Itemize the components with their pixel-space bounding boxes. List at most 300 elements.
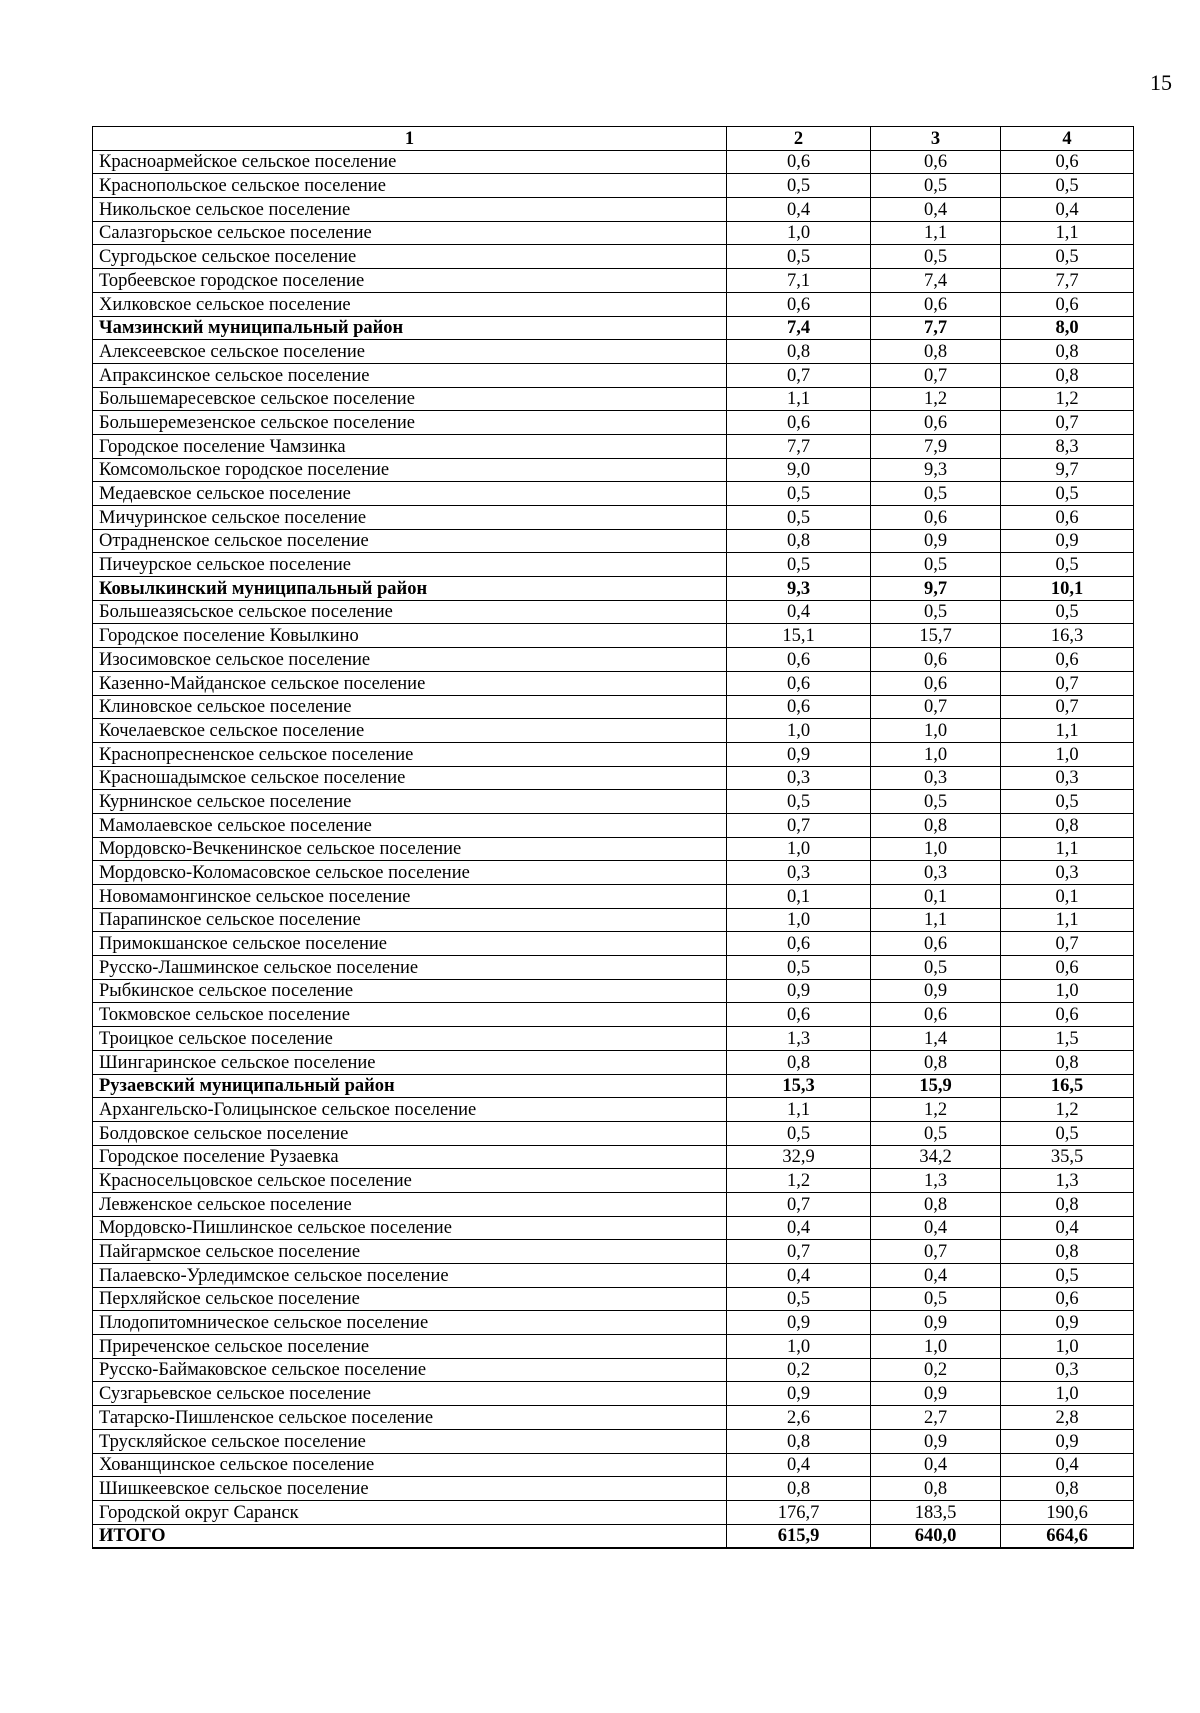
value-cell-col-4: 0,6 bbox=[1001, 956, 1134, 980]
column-header: 3 bbox=[871, 127, 1001, 151]
value-cell-col-3: 0,9 bbox=[871, 1429, 1001, 1453]
district-row bbox=[93, 316, 1134, 340]
value-cell-col-4: 8,0 bbox=[1001, 316, 1134, 340]
row-name-cell: Палаевско-Урледимское сельское поселение bbox=[93, 1264, 727, 1288]
table-row bbox=[93, 695, 1134, 719]
row-name-cell: Новомамонгинское сельское поселение bbox=[93, 885, 727, 909]
row-name-cell: Болдовское сельское поселение bbox=[93, 1121, 727, 1145]
value-cell-col-2: 0,6 bbox=[727, 648, 871, 672]
value-cell-col-2: 0,9 bbox=[727, 1382, 871, 1406]
row-name-cell: Красносельцовское сельское поселение bbox=[93, 1169, 727, 1193]
total-row bbox=[93, 1524, 1134, 1548]
row-name-cell: Краснопольское сельское поселение bbox=[93, 174, 727, 198]
row-name-cell: Шишкеевское сельское поселение bbox=[93, 1477, 727, 1501]
value-cell-col-4: 0,1 bbox=[1001, 885, 1134, 909]
table-row bbox=[93, 529, 1134, 553]
value-cell-col-3: 0,4 bbox=[871, 1216, 1001, 1240]
value-cell-col-3: 0,8 bbox=[871, 813, 1001, 837]
value-cell-col-2: 0,9 bbox=[727, 742, 871, 766]
value-cell-col-2: 1,0 bbox=[727, 837, 871, 861]
table-row bbox=[93, 1027, 1134, 1051]
row-name-cell: Левженское сельское поселение bbox=[93, 1192, 727, 1216]
value-cell-col-2: 0,8 bbox=[727, 1429, 871, 1453]
table-row bbox=[93, 1121, 1134, 1145]
table-row bbox=[93, 1335, 1134, 1359]
value-cell-col-2: 0,6 bbox=[727, 671, 871, 695]
district-row bbox=[93, 577, 1134, 601]
value-cell-col-4: 1,1 bbox=[1001, 221, 1134, 245]
value-cell-col-3: 0,9 bbox=[871, 1311, 1001, 1335]
row-name-cell: Городской округ Саранск bbox=[93, 1500, 727, 1524]
value-cell-col-3: 1,0 bbox=[871, 837, 1001, 861]
row-name-cell: Краснопресненское сельское поселение bbox=[93, 742, 727, 766]
value-cell-col-3: 0,8 bbox=[871, 1192, 1001, 1216]
value-cell-col-2: 0,6 bbox=[727, 150, 871, 174]
value-cell-col-2: 0,4 bbox=[727, 1216, 871, 1240]
value-cell-col-2: 0,6 bbox=[727, 411, 871, 435]
value-cell-col-3: 0,6 bbox=[871, 411, 1001, 435]
value-cell-col-2: 615,9 bbox=[727, 1524, 871, 1548]
value-cell-col-2: 9,0 bbox=[727, 458, 871, 482]
row-name-cell: Трускляйское сельское поселение bbox=[93, 1429, 727, 1453]
row-name-cell: Мордовско-Пишлинское сельское поселение bbox=[93, 1216, 727, 1240]
header-row bbox=[93, 127, 1134, 151]
value-cell-col-2: 176,7 bbox=[727, 1500, 871, 1524]
table-row bbox=[93, 1169, 1134, 1193]
value-cell-col-3: 0,4 bbox=[871, 198, 1001, 222]
value-cell-col-4: 0,3 bbox=[1001, 1358, 1134, 1382]
table-row bbox=[93, 1453, 1134, 1477]
value-cell-col-3: 1,2 bbox=[871, 387, 1001, 411]
value-cell-col-3: 7,9 bbox=[871, 434, 1001, 458]
row-name-cell: Торбеевское городское поселение bbox=[93, 269, 727, 293]
table-row bbox=[93, 719, 1134, 743]
table-row bbox=[93, 1311, 1134, 1335]
value-cell-col-4: 1,2 bbox=[1001, 1098, 1134, 1122]
value-cell-col-3: 9,3 bbox=[871, 458, 1001, 482]
value-cell-col-4: 0,7 bbox=[1001, 671, 1134, 695]
table-row bbox=[93, 1145, 1134, 1169]
value-cell-col-2: 32,9 bbox=[727, 1145, 871, 1169]
value-cell-col-4: 0,5 bbox=[1001, 790, 1134, 814]
row-name-cell: Шингаринское сельское поселение bbox=[93, 1050, 727, 1074]
table-row bbox=[93, 979, 1134, 1003]
row-name-cell: Изосимовское сельское поселение bbox=[93, 648, 727, 672]
value-cell-col-2: 0,4 bbox=[727, 1453, 871, 1477]
value-cell-col-3: 0,5 bbox=[871, 790, 1001, 814]
table-row bbox=[93, 434, 1134, 458]
row-name-cell: Троицкое сельское поселение bbox=[93, 1027, 727, 1051]
table-row bbox=[93, 671, 1134, 695]
value-cell-col-2: 9,3 bbox=[727, 577, 871, 601]
value-cell-col-2: 1,1 bbox=[727, 1098, 871, 1122]
value-cell-col-4: 0,8 bbox=[1001, 1050, 1134, 1074]
row-name-cell: Плодопитомническое сельское поселение bbox=[93, 1311, 727, 1335]
table-row bbox=[93, 1216, 1134, 1240]
value-cell-col-3: 15,7 bbox=[871, 624, 1001, 648]
table-row bbox=[93, 1477, 1134, 1501]
value-cell-col-4: 0,8 bbox=[1001, 1240, 1134, 1264]
row-name-cell: Городское поселение Рузаевка bbox=[93, 1145, 727, 1169]
value-cell-col-3: 0,8 bbox=[871, 340, 1001, 364]
table-row bbox=[93, 1382, 1134, 1406]
table-row bbox=[93, 1287, 1134, 1311]
row-name-cell: Мичуринское сельское поселение bbox=[93, 506, 727, 530]
value-cell-col-2: 7,4 bbox=[727, 316, 871, 340]
value-cell-col-3: 7,7 bbox=[871, 316, 1001, 340]
table-row bbox=[93, 1500, 1134, 1524]
value-cell-col-2: 0,8 bbox=[727, 529, 871, 553]
value-cell-col-4: 0,5 bbox=[1001, 1264, 1134, 1288]
row-name-cell: Рузаевский муниципальный район bbox=[93, 1074, 727, 1098]
value-cell-col-3: 0,4 bbox=[871, 1264, 1001, 1288]
value-cell-col-3: 1,0 bbox=[871, 719, 1001, 743]
row-name-cell: Красношадымское сельское поселение bbox=[93, 766, 727, 790]
row-name-cell: Русско-Баймаковское сельское поселение bbox=[93, 1358, 727, 1382]
table-row bbox=[93, 340, 1134, 364]
value-cell-col-3: 0,6 bbox=[871, 671, 1001, 695]
value-cell-col-4: 1,5 bbox=[1001, 1027, 1134, 1051]
row-name-cell: Городское поселение Ковылкино bbox=[93, 624, 727, 648]
value-cell-col-3: 0,1 bbox=[871, 885, 1001, 909]
value-cell-col-2: 1,2 bbox=[727, 1169, 871, 1193]
row-name-cell: Чамзинский муниципальный район bbox=[93, 316, 727, 340]
value-cell-col-4: 2,8 bbox=[1001, 1406, 1134, 1430]
value-cell-col-4: 0,9 bbox=[1001, 1311, 1134, 1335]
value-cell-col-4: 0,8 bbox=[1001, 1192, 1134, 1216]
value-cell-col-2: 15,3 bbox=[727, 1074, 871, 1098]
row-name-cell: Рыбкинское сельское поселение bbox=[93, 979, 727, 1003]
value-cell-col-3: 15,9 bbox=[871, 1074, 1001, 1098]
value-cell-col-2: 0,3 bbox=[727, 861, 871, 885]
value-cell-col-3: 0,9 bbox=[871, 1382, 1001, 1406]
row-name-cell: Архангельско-Голицынское сельское поселение bbox=[93, 1098, 727, 1122]
table-row bbox=[93, 221, 1134, 245]
value-cell-col-3: 1,3 bbox=[871, 1169, 1001, 1193]
value-cell-col-3: 0,7 bbox=[871, 363, 1001, 387]
value-cell-col-4: 1,0 bbox=[1001, 1335, 1134, 1359]
value-cell-col-2: 1,0 bbox=[727, 719, 871, 743]
row-name-cell: Большеремезенское сельское поселение bbox=[93, 411, 727, 435]
table-row bbox=[93, 553, 1134, 577]
value-cell-col-2: 0,4 bbox=[727, 1264, 871, 1288]
value-cell-col-2: 0,5 bbox=[727, 1287, 871, 1311]
table-row bbox=[93, 766, 1134, 790]
row-name-cell: Большеазясьское сельское поселение bbox=[93, 600, 727, 624]
value-cell-col-2: 1,3 bbox=[727, 1027, 871, 1051]
value-cell-col-4: 0,8 bbox=[1001, 340, 1134, 364]
value-cell-col-3: 1,1 bbox=[871, 221, 1001, 245]
value-cell-col-3: 0,6 bbox=[871, 1003, 1001, 1027]
table-row bbox=[93, 269, 1134, 293]
value-cell-col-3: 640,0 bbox=[871, 1524, 1001, 1548]
value-cell-col-4: 664,6 bbox=[1001, 1524, 1134, 1548]
value-cell-col-2: 0,2 bbox=[727, 1358, 871, 1382]
table-row bbox=[93, 411, 1134, 435]
row-name-cell: Перхляйское сельское поселение bbox=[93, 1287, 727, 1311]
row-name-cell: Салазгорьское сельское поселение bbox=[93, 221, 727, 245]
value-cell-col-2: 1,0 bbox=[727, 221, 871, 245]
row-name-cell: Татарско-Пишленское сельское поселение bbox=[93, 1406, 727, 1430]
table-body bbox=[93, 127, 1134, 1549]
value-cell-col-4: 0,7 bbox=[1001, 932, 1134, 956]
value-cell-col-4: 1,1 bbox=[1001, 837, 1134, 861]
value-cell-col-3: 2,7 bbox=[871, 1406, 1001, 1430]
table-row bbox=[93, 292, 1134, 316]
value-cell-col-2: 0,5 bbox=[727, 553, 871, 577]
value-cell-col-2: 7,1 bbox=[727, 269, 871, 293]
row-name-cell: Сузгарьевское сельское поселение bbox=[93, 1382, 727, 1406]
table-row bbox=[93, 600, 1134, 624]
value-cell-col-2: 0,6 bbox=[727, 695, 871, 719]
table-row bbox=[93, 1240, 1134, 1264]
table-row bbox=[93, 1050, 1134, 1074]
value-cell-col-4: 0,5 bbox=[1001, 482, 1134, 506]
value-cell-col-2: 0,8 bbox=[727, 340, 871, 364]
value-cell-col-2: 0,8 bbox=[727, 1050, 871, 1074]
value-cell-col-4: 1,0 bbox=[1001, 1382, 1134, 1406]
value-cell-col-2: 0,5 bbox=[727, 245, 871, 269]
value-cell-col-3: 0,5 bbox=[871, 1121, 1001, 1145]
row-name-cell: Мамолаевское сельское поселение bbox=[93, 813, 727, 837]
table-row bbox=[93, 1429, 1134, 1453]
value-cell-col-3: 1,0 bbox=[871, 1335, 1001, 1359]
row-name-cell: Токмовское сельское поселение bbox=[93, 1003, 727, 1027]
value-cell-col-3: 0,8 bbox=[871, 1050, 1001, 1074]
value-cell-col-2: 0,3 bbox=[727, 766, 871, 790]
value-cell-col-2: 0,9 bbox=[727, 979, 871, 1003]
value-cell-col-2: 0,6 bbox=[727, 292, 871, 316]
value-cell-col-4: 1,3 bbox=[1001, 1169, 1134, 1193]
value-cell-col-2: 1,0 bbox=[727, 1335, 871, 1359]
table-row bbox=[93, 742, 1134, 766]
value-cell-col-3: 1,0 bbox=[871, 742, 1001, 766]
value-cell-col-3: 0,5 bbox=[871, 482, 1001, 506]
value-cell-col-4: 1,2 bbox=[1001, 387, 1134, 411]
value-cell-col-4: 8,3 bbox=[1001, 434, 1134, 458]
value-cell-col-4: 1,1 bbox=[1001, 908, 1134, 932]
value-cell-col-2: 1,0 bbox=[727, 908, 871, 932]
value-cell-col-4: 0,5 bbox=[1001, 174, 1134, 198]
value-cell-col-4: 7,7 bbox=[1001, 269, 1134, 293]
value-cell-col-2: 15,1 bbox=[727, 624, 871, 648]
row-name-cell: Примокшанское сельское поселение bbox=[93, 932, 727, 956]
table-row bbox=[93, 482, 1134, 506]
table-row bbox=[93, 932, 1134, 956]
value-cell-col-4: 1,1 bbox=[1001, 719, 1134, 743]
value-cell-col-4: 0,6 bbox=[1001, 1287, 1134, 1311]
value-cell-col-4: 0,3 bbox=[1001, 861, 1134, 885]
table-row bbox=[93, 790, 1134, 814]
value-cell-col-3: 0,8 bbox=[871, 1477, 1001, 1501]
table-row bbox=[93, 245, 1134, 269]
row-name-cell: Никольское сельское поселение bbox=[93, 198, 727, 222]
value-cell-col-4: 0,9 bbox=[1001, 1429, 1134, 1453]
row-name-cell: Комсомольское городское поселение bbox=[93, 458, 727, 482]
table-row bbox=[93, 150, 1134, 174]
row-name-cell: Пайгармское сельское поселение bbox=[93, 1240, 727, 1264]
value-cell-col-2: 2,6 bbox=[727, 1406, 871, 1430]
value-cell-col-3: 0,6 bbox=[871, 932, 1001, 956]
table-row bbox=[93, 861, 1134, 885]
table-row bbox=[93, 387, 1134, 411]
value-cell-col-3: 1,1 bbox=[871, 908, 1001, 932]
value-cell-col-4: 0,7 bbox=[1001, 695, 1134, 719]
value-cell-col-3: 0,3 bbox=[871, 766, 1001, 790]
value-cell-col-4: 0,3 bbox=[1001, 766, 1134, 790]
data-table bbox=[92, 126, 1134, 1549]
value-cell-col-4: 16,3 bbox=[1001, 624, 1134, 648]
value-cell-col-3: 1,4 bbox=[871, 1027, 1001, 1051]
value-cell-col-3: 0,5 bbox=[871, 245, 1001, 269]
district-row bbox=[93, 1074, 1134, 1098]
table-row bbox=[93, 198, 1134, 222]
value-cell-col-3: 0,5 bbox=[871, 600, 1001, 624]
value-cell-col-2: 0,6 bbox=[727, 932, 871, 956]
value-cell-col-3: 0,6 bbox=[871, 292, 1001, 316]
value-cell-col-2: 0,6 bbox=[727, 1003, 871, 1027]
value-cell-col-4: 0,8 bbox=[1001, 1477, 1134, 1501]
table-row bbox=[93, 1358, 1134, 1382]
value-cell-col-4: 1,0 bbox=[1001, 742, 1134, 766]
table-row bbox=[93, 1264, 1134, 1288]
value-cell-col-2: 0,4 bbox=[727, 600, 871, 624]
table-row bbox=[93, 885, 1134, 909]
value-cell-col-4: 0,6 bbox=[1001, 506, 1134, 530]
column-header: 4 bbox=[1001, 127, 1134, 151]
table-row bbox=[93, 956, 1134, 980]
value-cell-col-4: 0,4 bbox=[1001, 1453, 1134, 1477]
row-name-cell: Парапинское сельское поселение bbox=[93, 908, 727, 932]
value-cell-col-3: 34,2 bbox=[871, 1145, 1001, 1169]
row-name-cell: Мордовско-Вечкенинское сельское поселение bbox=[93, 837, 727, 861]
value-cell-col-2: 0,9 bbox=[727, 1311, 871, 1335]
value-cell-col-4: 0,6 bbox=[1001, 292, 1134, 316]
value-cell-col-3: 0,6 bbox=[871, 150, 1001, 174]
column-header: 2 bbox=[727, 127, 871, 151]
table-row bbox=[93, 1003, 1134, 1027]
column-header: 1 bbox=[93, 127, 727, 151]
value-cell-col-4: 0,9 bbox=[1001, 529, 1134, 553]
row-name-cell: Курнинское сельское поселение bbox=[93, 790, 727, 814]
row-name-cell: Хованщинское сельское поселение bbox=[93, 1453, 727, 1477]
row-name-cell: Хилковское сельское поселение bbox=[93, 292, 727, 316]
value-cell-col-4: 0,8 bbox=[1001, 363, 1134, 387]
value-cell-col-2: 0,5 bbox=[727, 1121, 871, 1145]
value-cell-col-3: 0,5 bbox=[871, 1287, 1001, 1311]
value-cell-col-3: 0,6 bbox=[871, 506, 1001, 530]
row-name-cell: Апраксинское сельское поселение bbox=[93, 363, 727, 387]
row-name-cell: Городское поселение Чамзинка bbox=[93, 434, 727, 458]
row-name-cell: Русско-Лашминское сельское поселение bbox=[93, 956, 727, 980]
table-row bbox=[93, 648, 1134, 672]
table-row bbox=[93, 624, 1134, 648]
value-cell-col-2: 0,7 bbox=[727, 1192, 871, 1216]
row-name-cell: Большемаресевское сельское поселение bbox=[93, 387, 727, 411]
table-row bbox=[93, 174, 1134, 198]
value-cell-col-4: 0,4 bbox=[1001, 1216, 1134, 1240]
value-cell-col-2: 0,1 bbox=[727, 885, 871, 909]
value-cell-col-2: 7,7 bbox=[727, 434, 871, 458]
row-name-cell: ИТОГО bbox=[93, 1524, 727, 1548]
value-cell-col-2: 0,4 bbox=[727, 198, 871, 222]
row-name-cell: Алексеевское сельское поселение bbox=[93, 340, 727, 364]
table-row bbox=[93, 363, 1134, 387]
row-name-cell: Красноармейское сельское поселение bbox=[93, 150, 727, 174]
table-row bbox=[93, 837, 1134, 861]
value-cell-col-4: 16,5 bbox=[1001, 1074, 1134, 1098]
value-cell-col-3: 0,4 bbox=[871, 1453, 1001, 1477]
value-cell-col-4: 0,5 bbox=[1001, 553, 1134, 577]
value-cell-col-4: 0,6 bbox=[1001, 648, 1134, 672]
value-cell-col-3: 0,5 bbox=[871, 553, 1001, 577]
value-cell-col-3: 9,7 bbox=[871, 577, 1001, 601]
value-cell-col-4: 190,6 bbox=[1001, 1500, 1134, 1524]
value-cell-col-4: 35,5 bbox=[1001, 1145, 1134, 1169]
value-cell-col-2: 0,5 bbox=[727, 174, 871, 198]
value-cell-col-4: 0,8 bbox=[1001, 813, 1134, 837]
value-cell-col-4: 0,5 bbox=[1001, 1121, 1134, 1145]
value-cell-col-4: 1,0 bbox=[1001, 979, 1134, 1003]
row-name-cell: Мордовско-Коломасовское сельское поселение bbox=[93, 861, 727, 885]
value-cell-col-4: 0,7 bbox=[1001, 411, 1134, 435]
value-cell-col-2: 0,5 bbox=[727, 790, 871, 814]
table-row bbox=[93, 1098, 1134, 1122]
value-cell-col-2: 0,5 bbox=[727, 506, 871, 530]
value-cell-col-2: 0,7 bbox=[727, 363, 871, 387]
value-cell-col-4: 10,1 bbox=[1001, 577, 1134, 601]
table-row bbox=[93, 506, 1134, 530]
row-name-cell: Пичеурское сельское поселение bbox=[93, 553, 727, 577]
value-cell-col-2: 0,5 bbox=[727, 956, 871, 980]
value-cell-col-3: 0,9 bbox=[871, 529, 1001, 553]
row-name-cell: Приреченское сельское поселение bbox=[93, 1335, 727, 1359]
value-cell-col-3: 0,5 bbox=[871, 174, 1001, 198]
table-row bbox=[93, 1406, 1134, 1430]
value-cell-col-3: 0,3 bbox=[871, 861, 1001, 885]
value-cell-col-4: 9,7 bbox=[1001, 458, 1134, 482]
value-cell-col-3: 0,7 bbox=[871, 1240, 1001, 1264]
value-cell-col-4: 0,5 bbox=[1001, 245, 1134, 269]
value-cell-col-2: 0,5 bbox=[727, 482, 871, 506]
value-cell-col-3: 7,4 bbox=[871, 269, 1001, 293]
row-name-cell: Клиновское сельское поселение bbox=[93, 695, 727, 719]
table-row bbox=[93, 908, 1134, 932]
row-name-cell: Казенно-Майданское сельское поселение bbox=[93, 671, 727, 695]
value-cell-col-2: 1,1 bbox=[727, 387, 871, 411]
table-row bbox=[93, 813, 1134, 837]
value-cell-col-4: 0,6 bbox=[1001, 1003, 1134, 1027]
value-cell-col-4: 0,4 bbox=[1001, 198, 1134, 222]
value-cell-col-4: 0,5 bbox=[1001, 600, 1134, 624]
table-row bbox=[93, 1192, 1134, 1216]
value-cell-col-3: 0,6 bbox=[871, 648, 1001, 672]
value-cell-col-2: 0,7 bbox=[727, 1240, 871, 1264]
value-cell-col-4: 0,6 bbox=[1001, 150, 1134, 174]
value-cell-col-3: 0,2 bbox=[871, 1358, 1001, 1382]
row-name-cell: Медаевское сельское поселение bbox=[93, 482, 727, 506]
row-name-cell: Сургодьское сельское поселение bbox=[93, 245, 727, 269]
value-cell-col-2: 0,8 bbox=[727, 1477, 871, 1501]
row-name-cell: Ковылкинский муниципальный район bbox=[93, 577, 727, 601]
value-cell-col-3: 0,9 bbox=[871, 979, 1001, 1003]
value-cell-col-2: 0,7 bbox=[727, 813, 871, 837]
value-cell-col-3: 1,2 bbox=[871, 1098, 1001, 1122]
page-number: 15 bbox=[1150, 70, 1172, 95]
value-cell-col-3: 183,5 bbox=[871, 1500, 1001, 1524]
value-cell-col-3: 0,5 bbox=[871, 956, 1001, 980]
table-row bbox=[93, 458, 1134, 482]
